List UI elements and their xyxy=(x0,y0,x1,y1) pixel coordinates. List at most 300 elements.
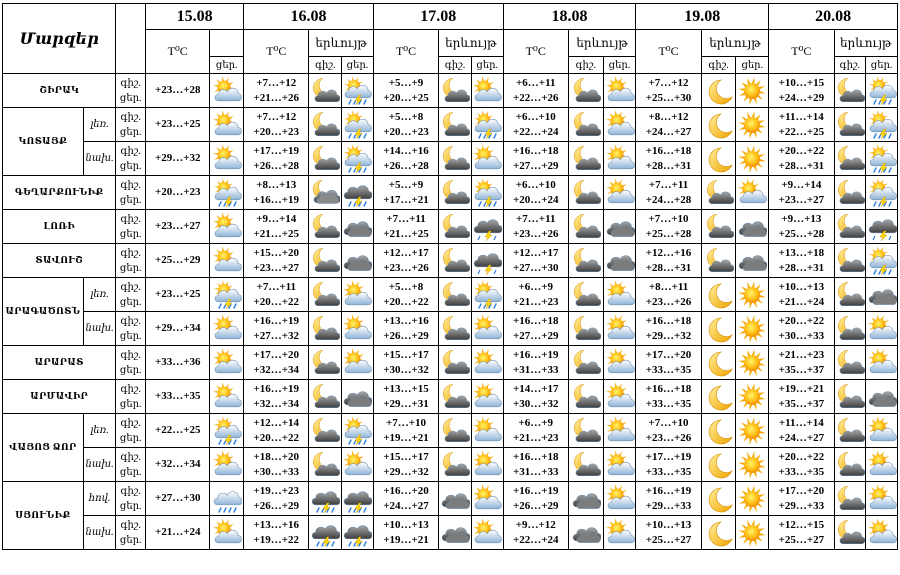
temperature-cell-day: +21…+25 xyxy=(253,227,300,240)
dark-cloud-icon xyxy=(605,246,635,276)
temperature-cell xyxy=(244,244,309,278)
temperature-cell-night: +16…+18 xyxy=(645,314,692,327)
weather-cell xyxy=(834,176,866,210)
weather-cell xyxy=(439,142,472,176)
temperature-cell xyxy=(373,448,438,482)
weather-cell xyxy=(210,380,244,414)
temperature-cell xyxy=(503,482,568,516)
temperature-cell-day: +28…+31 xyxy=(778,261,825,274)
temperature-cell xyxy=(636,244,701,278)
night-label: գիշ. xyxy=(120,519,141,531)
moon-cloud-icon xyxy=(704,246,734,276)
weather-cell xyxy=(701,142,736,176)
sun-cloud-icon xyxy=(212,450,242,480)
moon-cloud-icon xyxy=(571,280,601,310)
temperature-cell xyxy=(146,312,210,346)
moon-cloud-icon xyxy=(440,110,470,140)
temperature-cell-day: +20…+22 xyxy=(253,295,300,308)
weather-cell xyxy=(471,244,503,278)
temperature-cell-day: +27…+30 xyxy=(154,492,201,504)
weather-cell xyxy=(603,312,636,346)
temperature-cell-day: +35…+37 xyxy=(778,397,825,410)
dark-cloud-icon xyxy=(440,518,470,548)
weather-cell xyxy=(866,176,898,210)
temperature-cell xyxy=(146,278,210,312)
weather-cell xyxy=(471,482,503,516)
temperature-cell-day: +22…+25 xyxy=(154,424,201,436)
temperature-cell-day: +29…+32 xyxy=(645,329,692,342)
temperature-cell-night: +12…+14 xyxy=(253,416,300,429)
weather-cell xyxy=(866,346,898,380)
weather-cell xyxy=(439,380,472,414)
temperature-cell-day: +24…+27 xyxy=(778,431,825,444)
region-name: ԱՐԱԳԱԾՈՏՆ xyxy=(3,278,84,346)
weather-cell xyxy=(568,516,603,550)
region-name: ԱՐՄԱՎԻՐ xyxy=(3,380,116,414)
temperature-cell-day: +33…+35 xyxy=(645,465,692,478)
temperature-cell-night: +7…+10 xyxy=(648,416,689,429)
weather-cell xyxy=(342,74,374,108)
sun-cloud-rain-icon xyxy=(472,178,502,208)
weather-cell xyxy=(701,482,736,516)
moon-cloud-icon xyxy=(835,178,865,208)
temperature-cell xyxy=(373,244,438,278)
weather-cell xyxy=(210,74,244,108)
moon-cloud-icon xyxy=(835,280,865,310)
temperature-cell-day: +26…+28 xyxy=(383,159,429,172)
night-label: գիշ. xyxy=(120,383,141,395)
day-subheader: ցեր. xyxy=(471,57,503,74)
weather-cell xyxy=(439,448,472,482)
temperature-cell xyxy=(636,278,701,312)
weather-cell xyxy=(342,244,374,278)
temperature-cell xyxy=(503,142,568,176)
weather-cell xyxy=(866,278,898,312)
moon-cloud-icon xyxy=(310,348,340,378)
weather-cell xyxy=(834,244,866,278)
weather-cell xyxy=(736,312,769,346)
temperature-cell-night: +16…+19 xyxy=(253,314,300,327)
temperature-cell-night: +15…+20 xyxy=(253,246,300,259)
temperature-cell-night: +14…+16 xyxy=(383,144,429,157)
sun-cloud-icon xyxy=(212,246,242,276)
temperature-cell xyxy=(636,142,701,176)
temperature-cell-day: +25…+27 xyxy=(778,533,825,546)
weather-cell xyxy=(603,244,636,278)
dark-cloud-icon xyxy=(440,484,470,514)
temperature-cell-night: +7…+11 xyxy=(648,178,689,191)
temperature-cell xyxy=(244,278,309,312)
temperature-cell-night: +19…+21 xyxy=(778,382,825,395)
temperature-cell-night: +7…+11 xyxy=(256,280,296,293)
temperature-cell xyxy=(503,414,568,448)
temperature-cell-day: +25…+29 xyxy=(154,254,201,266)
temperature-cell xyxy=(769,482,834,516)
weather-cell xyxy=(568,176,603,210)
temperature-cell-night: +16…+19 xyxy=(253,382,300,395)
table-row xyxy=(3,312,898,346)
temperature-cell xyxy=(503,312,568,346)
sun-cloud-icon xyxy=(342,314,372,344)
temperature-cell xyxy=(769,210,834,244)
sun-cloud-icon xyxy=(472,450,502,480)
region-name: ԿՈՏԱՅՔ xyxy=(3,108,84,176)
temperature-cell-day: +24…+29 xyxy=(778,91,825,104)
temperature-cell xyxy=(503,210,568,244)
sun-cloud-icon xyxy=(472,144,502,174)
night-label: գիշ. xyxy=(120,451,141,463)
sun-cloud-rain-icon xyxy=(472,110,502,140)
temperature-cell xyxy=(146,210,210,244)
temperature-cell-night: +5…+9 xyxy=(388,76,424,89)
day-label: ցեր. xyxy=(119,296,142,308)
moon-cloud-icon xyxy=(571,144,601,174)
weather-cell xyxy=(834,210,866,244)
temperature-cell xyxy=(244,380,309,414)
weather-cell xyxy=(701,278,736,312)
temperature-cell-day: +16…+19 xyxy=(253,193,300,206)
temperature-cell-night: +10…+15 xyxy=(778,76,825,89)
night-subheader: գիշ. xyxy=(701,57,736,74)
sun-cloud-rain-icon xyxy=(212,178,242,208)
temperature-cell-night: +8…+12 xyxy=(648,110,689,123)
day-label: ցեր. xyxy=(119,126,142,138)
table-row xyxy=(3,346,898,380)
moon-cloud-icon xyxy=(310,382,340,412)
temperature-cell-night: +16…+18 xyxy=(512,144,559,157)
weather-cell xyxy=(701,448,736,482)
weather-cell xyxy=(603,210,636,244)
weather-cell xyxy=(736,142,769,176)
weather-cell xyxy=(309,210,342,244)
weather-cell xyxy=(701,108,736,142)
weather-cell xyxy=(309,312,342,346)
night-label: գիշ. xyxy=(120,77,141,89)
moon-cloud-icon xyxy=(571,348,601,378)
day-label: ցեր. xyxy=(119,228,142,240)
moon-cloud-icon xyxy=(835,110,865,140)
moon-cloud-icon xyxy=(835,450,865,480)
moon-cloud-icon xyxy=(440,416,470,446)
temperature-cell xyxy=(636,380,701,414)
sun-cloud-icon xyxy=(212,314,242,344)
temperature-cell xyxy=(769,108,834,142)
regions-header: Մարզեր xyxy=(3,4,116,74)
weather-cell xyxy=(439,108,472,142)
temperature-cell-night: +16…+19 xyxy=(512,484,559,497)
moon-cloud-icon xyxy=(440,246,470,276)
period-labels xyxy=(116,516,146,550)
moon-cloud-icon xyxy=(440,382,470,412)
night-label: գիշ. xyxy=(120,281,141,293)
sun-icon xyxy=(737,76,767,106)
period-labels xyxy=(116,176,146,210)
moon-cloud-icon xyxy=(440,450,470,480)
sun-icon xyxy=(737,280,767,310)
weather-cell xyxy=(309,278,342,312)
temperature-cell-night: +15…+17 xyxy=(383,450,429,463)
weather-cell xyxy=(603,448,636,482)
weather-cell xyxy=(603,108,636,142)
weather-cell xyxy=(701,312,736,346)
table-row xyxy=(3,482,898,516)
date-header: 16.08 xyxy=(244,4,374,30)
sun-icon xyxy=(737,450,767,480)
weather-cell xyxy=(210,278,244,312)
temp-header: T⁰C xyxy=(769,30,834,74)
temperature-cell-night: +9…+12 xyxy=(515,518,556,531)
temperature-cell xyxy=(373,108,438,142)
weather-cell xyxy=(210,108,244,142)
weather-cell xyxy=(439,482,472,516)
temperature-cell xyxy=(373,346,438,380)
weather-cell xyxy=(439,414,472,448)
temperature-cell-night: +17…+19 xyxy=(253,144,300,157)
weather-cell xyxy=(342,176,374,210)
weather-cell xyxy=(568,278,603,312)
temperature-cell-day: +27…+29 xyxy=(512,329,559,342)
zone-label: հով. xyxy=(83,482,116,516)
sun-cloud-icon xyxy=(212,518,242,548)
moon-icon xyxy=(704,280,734,310)
weather-cell xyxy=(471,414,503,448)
moon-icon xyxy=(704,76,734,106)
temperature-cell-day: +29…+33 xyxy=(778,499,825,512)
temperature-cell xyxy=(146,482,210,516)
sun-icon xyxy=(737,382,767,412)
weather-cell xyxy=(834,74,866,108)
sun-cloud-rain-icon xyxy=(342,416,372,446)
day-subheader: ցեր. xyxy=(342,57,374,74)
temperature-cell xyxy=(503,346,568,380)
temperature-cell xyxy=(503,176,568,210)
moon-cloud-icon xyxy=(310,144,340,174)
weather-cell xyxy=(471,108,503,142)
temperature-cell xyxy=(244,346,309,380)
temperature-cell xyxy=(244,448,309,482)
temperature-cell-day: +23…+27 xyxy=(154,220,201,232)
table-header xyxy=(3,4,898,74)
zone-label: նախ. xyxy=(83,448,116,482)
weather-cell xyxy=(603,516,636,550)
moon-cloud-icon xyxy=(310,416,340,446)
temperature-cell xyxy=(503,244,568,278)
temperature-cell xyxy=(373,176,438,210)
sun-cloud-icon xyxy=(472,416,502,446)
weather-cell xyxy=(309,176,342,210)
sun-cloud-icon xyxy=(212,212,242,242)
weather-cell xyxy=(866,210,898,244)
temperature-cell-night: +7…+12 xyxy=(256,110,297,123)
temperature-cell-day: +22…+26 xyxy=(512,91,559,104)
weather-cell xyxy=(471,346,503,380)
temperature-cell-day: +23…+26 xyxy=(645,431,692,444)
day-label: ցեր. xyxy=(119,466,142,478)
temperature-cell xyxy=(503,380,568,414)
temperature-cell xyxy=(636,74,701,108)
temperature-cell-night: +13…+16 xyxy=(253,518,300,531)
weather-cell xyxy=(603,74,636,108)
temperature-cell-day: +23…+28 xyxy=(154,84,201,96)
sun-cloud-rain-icon xyxy=(867,76,897,106)
temperature-cell-night: +13…+15 xyxy=(383,382,429,395)
sun-cloud-rain-icon xyxy=(212,416,242,446)
period-labels xyxy=(116,74,146,108)
temperature-cell-night: +12…+17 xyxy=(512,246,559,259)
moon-icon xyxy=(704,450,734,480)
temperature-cell-day: +26…+28 xyxy=(253,159,300,172)
temperature-cell-night: +12…+17 xyxy=(383,246,429,259)
temperature-cell-day: +28…+31 xyxy=(645,159,692,172)
weather-cell xyxy=(568,74,603,108)
temperature-cell-day: +22…+25 xyxy=(778,125,825,138)
temperature-cell-night: +7…+12 xyxy=(256,76,297,89)
table-row xyxy=(3,380,898,414)
temperature-cell xyxy=(636,176,701,210)
temperature-cell-night: +5…+8 xyxy=(388,280,424,293)
weather-cell xyxy=(568,244,603,278)
temperature-cell xyxy=(769,414,834,448)
night-label: գիշ. xyxy=(120,145,141,157)
temperature-cell-night: +13…+18 xyxy=(778,246,825,259)
sun-cloud-rain-icon xyxy=(867,144,897,174)
storm-cloud-icon xyxy=(472,246,502,276)
weather-cell xyxy=(701,176,736,210)
night-label: գիշ. xyxy=(120,179,141,191)
sun-cloud-rain-icon xyxy=(867,246,897,276)
sun-cloud-rain-icon xyxy=(867,110,897,140)
temperature-cell-night: +6…+9 xyxy=(518,280,554,293)
dark-cloud-icon xyxy=(867,280,897,310)
weather-cell xyxy=(342,380,374,414)
sun-icon xyxy=(737,314,767,344)
temperature-cell-day: +26…+29 xyxy=(383,329,429,342)
weather-cell xyxy=(309,516,342,550)
temperature-cell-night: +7…+10 xyxy=(648,212,689,225)
weather-cell xyxy=(603,414,636,448)
moon-icon xyxy=(704,382,734,412)
temperature-cell xyxy=(373,74,438,108)
sun-cloud-icon xyxy=(867,518,897,548)
temperature-cell-night: +6…+10 xyxy=(515,178,556,191)
night-subheader: գիշ. xyxy=(834,57,866,74)
sun-cloud-icon xyxy=(605,178,635,208)
zone-label: լեռ. xyxy=(83,278,116,312)
weather-cell xyxy=(439,346,472,380)
temperature-cell-day: +30…+32 xyxy=(383,363,429,376)
temperature-cell xyxy=(503,448,568,482)
weather-cell xyxy=(834,482,866,516)
moon-cloud-icon xyxy=(310,280,340,310)
sun-cloud-icon xyxy=(605,484,635,514)
temperature-cell xyxy=(769,74,834,108)
period-labels xyxy=(116,312,146,346)
weather-cell xyxy=(471,142,503,176)
weather-cell xyxy=(309,346,342,380)
weather-cell xyxy=(736,74,769,108)
day-subheader: ցեր. xyxy=(736,57,769,74)
weather-cell xyxy=(471,74,503,108)
temperature-cell-night: +8…+13 xyxy=(256,178,297,191)
temperature-cell-day: +27…+29 xyxy=(512,159,559,172)
temperature-cell xyxy=(146,346,210,380)
moon-cloud-icon xyxy=(835,76,865,106)
temperature-cell-night: +7…+11 xyxy=(386,212,426,225)
period-labels xyxy=(116,414,146,448)
date-header: 20.08 xyxy=(769,4,898,30)
moon-cloud-icon xyxy=(835,144,865,174)
weather-cell xyxy=(736,176,769,210)
temp-header: T⁰C xyxy=(146,30,210,74)
temperature-cell-night: +10…+13 xyxy=(778,280,825,293)
day-label: ցեր. xyxy=(119,262,142,274)
dark-cloud-icon xyxy=(571,484,601,514)
temperature-cell-day: +33…+35 xyxy=(645,363,692,376)
rain-cloud-icon xyxy=(212,484,242,514)
temperature-cell-day: +35…+37 xyxy=(778,363,825,376)
temperature-cell-night: +5…+8 xyxy=(388,110,424,123)
temperature-cell-day: +25…+28 xyxy=(645,227,692,240)
zone-label: լեռ. xyxy=(83,108,116,142)
temperature-cell xyxy=(636,448,701,482)
temperature-cell-night: +16…+18 xyxy=(512,450,559,463)
temperature-cell-day: +22…+24 xyxy=(512,533,559,546)
temperature-cell-day: +32…+34 xyxy=(253,363,300,376)
table-row xyxy=(3,210,898,244)
night-subheader: գիշ. xyxy=(309,57,342,74)
weather-cell xyxy=(866,74,898,108)
temperature-cell-day: +33…+36 xyxy=(154,356,201,368)
sun-cloud-icon xyxy=(212,144,242,174)
weather-cell xyxy=(568,108,603,142)
temperature-cell xyxy=(146,244,210,278)
temperature-cell-day: +23…+25 xyxy=(154,288,201,300)
sun-cloud-icon xyxy=(605,348,635,378)
temperature-cell-night: +16…+19 xyxy=(645,484,692,497)
day-label: ցեր. xyxy=(119,160,142,172)
temperature-cell xyxy=(636,414,701,448)
moon-cloud-icon xyxy=(835,484,865,514)
sun-icon xyxy=(737,416,767,446)
temperature-cell-night: +9…+14 xyxy=(256,212,297,225)
weather-cell xyxy=(603,482,636,516)
temperature-cell-night: +17…+20 xyxy=(778,484,825,497)
temperature-cell xyxy=(373,414,438,448)
temperature-cell-day: +29…+33 xyxy=(645,499,692,512)
temperature-cell xyxy=(146,142,210,176)
weather-cell xyxy=(568,312,603,346)
weather-cell xyxy=(471,516,503,550)
temp-header: T⁰C xyxy=(373,30,438,74)
weather-cell xyxy=(736,448,769,482)
temperature-cell-day: +19…+22 xyxy=(253,533,300,546)
temperature-cell xyxy=(244,414,309,448)
temperature-cell xyxy=(244,176,309,210)
weather-cell xyxy=(210,346,244,380)
sun-cloud-icon xyxy=(212,348,242,378)
temperature-cell xyxy=(503,278,568,312)
sun-icon xyxy=(737,144,767,174)
moon-cloud-icon xyxy=(440,178,470,208)
temperature-cell-day: +27…+30 xyxy=(512,261,559,274)
weather-cell xyxy=(309,414,342,448)
sun-cloud-icon xyxy=(472,518,502,548)
weather-cell xyxy=(439,244,472,278)
weather-cell xyxy=(309,380,342,414)
period-labels xyxy=(116,448,146,482)
temperature-cell xyxy=(373,210,438,244)
weather-cell xyxy=(866,108,898,142)
